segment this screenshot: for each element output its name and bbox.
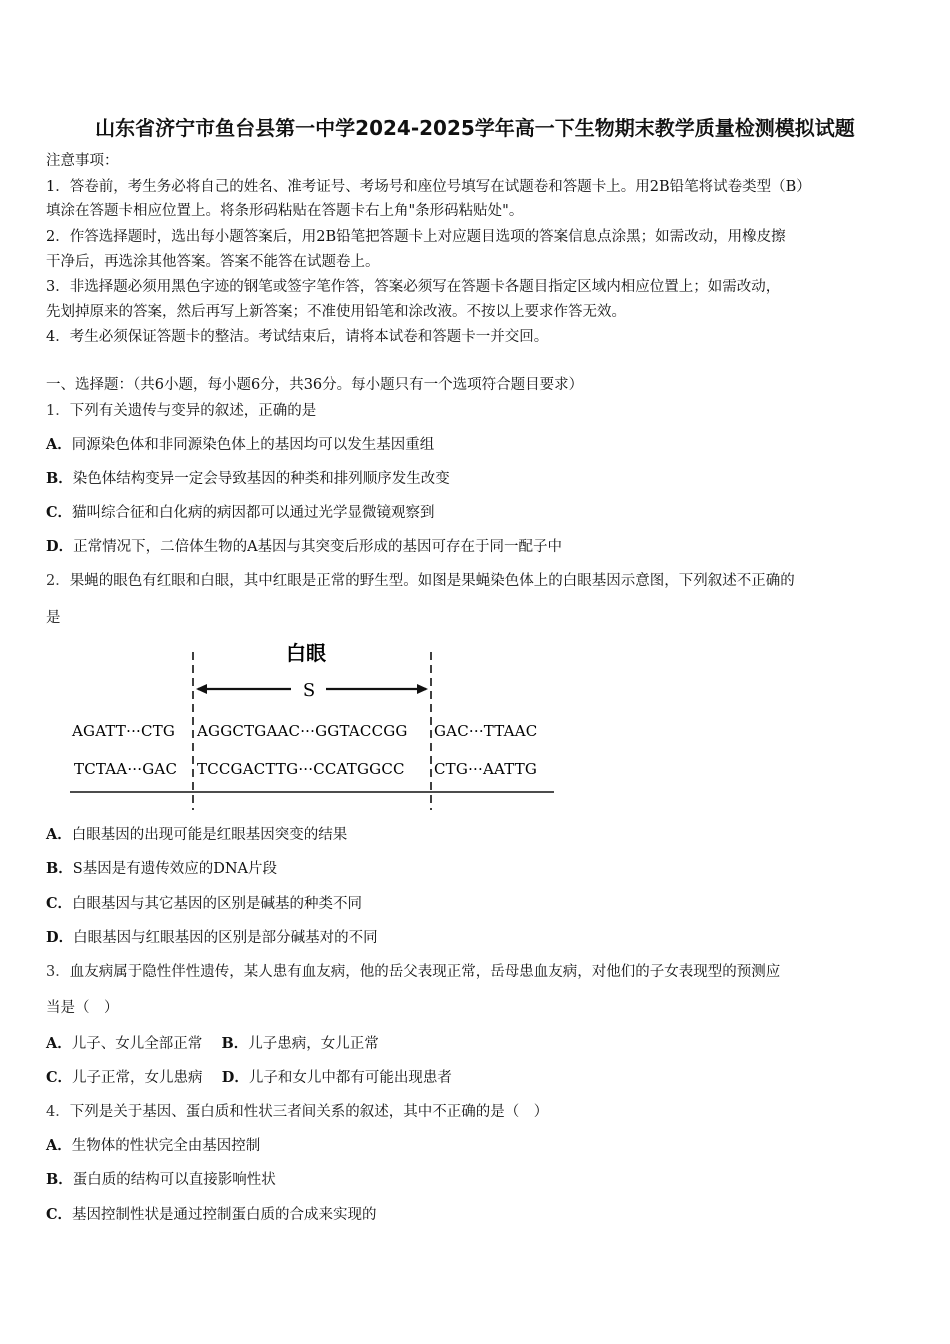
option-text: 染色体结构变异一定会导致基因的种类和排列顺序发生改变 — [72, 471, 450, 487]
option-letter: A． — [46, 826, 72, 843]
option-letter: D． — [221, 1069, 249, 1086]
question-3-option-d[interactable] — [222, 1068, 452, 1088]
option-text: 儿子正常，女儿患病 — [72, 1070, 203, 1086]
notice-line: 1．答卷前，考生务必将自己的姓名、准考证号、考场号和座位号填写在试题卷和答题卡上。用2B铅笔将试卷类型（B） — [46, 179, 811, 195]
option-letter: A． — [46, 1035, 72, 1052]
question-4-option-c[interactable] — [46, 1205, 377, 1225]
arrowhead-left-icon — [196, 684, 207, 694]
notice-line: 填涂在答题卡相应位置上。将条形码粘贴在答题卡右上角"条形码粘贴处"。 — [46, 203, 524, 219]
option-letter: C． — [46, 895, 73, 912]
option-letter: C． — [46, 504, 73, 521]
question-number: 2． — [46, 573, 70, 589]
question-1-option-c[interactable] — [46, 503, 435, 523]
question-2-option-a[interactable] — [46, 825, 347, 845]
question-4-stem — [46, 1102, 548, 1122]
option-text: 猫叫综合征和白化病的病因都可以通过光学显微镜观察到 — [72, 505, 435, 521]
notice-line: 4．考生必须保证答题卡的整洁。考试结束后，请将本试卷和答题卡一并交回。 — [46, 329, 549, 345]
question-3-stem — [46, 962, 780, 982]
question-number: 4． — [46, 1104, 70, 1120]
question-2-option-b[interactable] — [46, 859, 277, 879]
question-text: 下列是关于基因、蛋白质和性状三者间关系的叙述，其中不正确的是（ ） — [69, 1104, 549, 1120]
question-text: 下列有关遗传与变异的叙述，正确的是 — [69, 403, 317, 419]
notice-line: 先划掉原来的答案，然后再写上新答案；不准使用铅笔和涂改液。不按以上要求作答无效。 — [46, 304, 626, 320]
option-text: 基因控制性状是通过控制蛋白质的合成来实现的 — [72, 1207, 377, 1223]
option-letter: B． — [46, 470, 73, 487]
arrowhead-right-icon — [417, 684, 428, 694]
option-letter: B． — [221, 1035, 249, 1052]
page-title: 山东省济宁市鱼台县第一中学2024-2025学年高一下生物期末教学质量检测模拟试题 — [95, 116, 855, 140]
question-2-option-c[interactable] — [46, 894, 362, 914]
white-eye-gene-diagram — [66, 638, 566, 813]
question-text: 血友病属于隐性伴性遗传，某人患有血友病，他的岳父表现正常，岳母患血友病，对他们的子女表现型的预测应 — [69, 964, 781, 980]
question-1-stem — [46, 401, 316, 421]
top-strand-right: GAC···TTAAC — [434, 722, 538, 740]
notice-line: 3．非选择题必须用黑色字迹的钢笔或签字笔作答，答案必须写在答题卡各题目指定区域内相应位置上；如需改动， — [46, 279, 781, 295]
question-2-option-d[interactable] — [46, 928, 378, 948]
notice-line: 干净后，再选涂其他答案。答案不能答在试题卷上。 — [46, 254, 380, 270]
question-1-option-d[interactable] — [46, 537, 562, 557]
option-letter: C． — [46, 1206, 73, 1223]
option-letter: B． — [46, 860, 73, 877]
question-4-option-b[interactable] — [46, 1170, 276, 1190]
notice-heading: 注意事项： — [46, 153, 119, 169]
option-letter: B． — [46, 1171, 73, 1188]
option-text: 同源染色体和非同源染色体上的基因均可以发生基因重组 — [71, 437, 435, 453]
top-strand-gene: AGGCTGAAC···GGTACCGG — [197, 722, 408, 740]
option-text: 儿子患病，女儿正常 — [248, 1036, 379, 1052]
option-text: 白眼基因与红眼基因的区别是部分碱基对的不同 — [73, 930, 378, 946]
question-2-stem-cont: 是 — [46, 610, 61, 626]
option-text: 儿子和女儿中都有可能出现患者 — [248, 1070, 452, 1086]
question-1-option-a[interactable] — [46, 435, 434, 455]
option-text: 白眼基因与其它基因的区别是碱基的种类不同 — [72, 896, 363, 912]
question-3-options-row-1 — [46, 1034, 379, 1054]
question-4-option-a[interactable] — [46, 1136, 260, 1156]
option-text: S基因是有遗传效应的DNA片段 — [72, 861, 277, 877]
option-text: 蛋白质的结构可以直接影响性状 — [72, 1172, 276, 1188]
question-3-option-b[interactable] — [221, 1034, 378, 1054]
bottom-strand-gene: TCCGACTTG···CCATGGCC — [197, 760, 405, 778]
option-text: 儿子、女儿全部正常 — [71, 1036, 203, 1052]
question-number: 3． — [46, 964, 70, 980]
option-letter: A． — [46, 1137, 72, 1154]
option-letter: D． — [46, 929, 74, 946]
top-strand-left: AGATT···CTG — [72, 722, 176, 740]
option-letter: D． — [46, 538, 74, 555]
question-2-stem — [46, 571, 795, 591]
question-1-option-b[interactable] — [46, 469, 450, 489]
diagram-label-white-eye: 白眼 — [286, 641, 326, 665]
question-text: 果蝇的眼色有红眼和白眼，其中红眼是正常的野生型。如图是果蝇染色体上的白眼基因示意图，下列叙述不正确的 — [69, 573, 795, 589]
question-3-options-row-2 — [46, 1068, 452, 1088]
s-label: S — [302, 680, 316, 701]
bottom-strand-left: TCTAA···GAC — [74, 760, 178, 778]
question-number: 1． — [46, 403, 70, 419]
option-letter: C． — [46, 1069, 73, 1086]
notice-line: 2．作答选择题时，选出每小题答案后，用2B铅笔把答题卡上对应题目选项的答案信息点涂黑；如需改动，用橡皮擦 — [46, 229, 786, 245]
question-3-option-c[interactable] — [46, 1068, 203, 1088]
option-text: 生物体的性状完全由基因控制 — [71, 1138, 261, 1154]
question-3-stem-cont: 当是（ ） — [46, 1000, 119, 1016]
option-text: 白眼基因的出现可能是红眼基因突变的结果 — [71, 827, 348, 843]
option-letter: A． — [46, 436, 72, 453]
bottom-strand-right: CTG···AATTG — [434, 760, 538, 778]
question-3-option-a[interactable] — [46, 1034, 202, 1054]
section-heading: 一、选择题：（共6小题，每小题6分，共36分。每小题只有一个选项符合题目要求） — [46, 377, 584, 393]
option-text: 正常情况下，二倍体生物的A基因与其突变后形成的基因可存在于同一配子中 — [73, 539, 563, 555]
